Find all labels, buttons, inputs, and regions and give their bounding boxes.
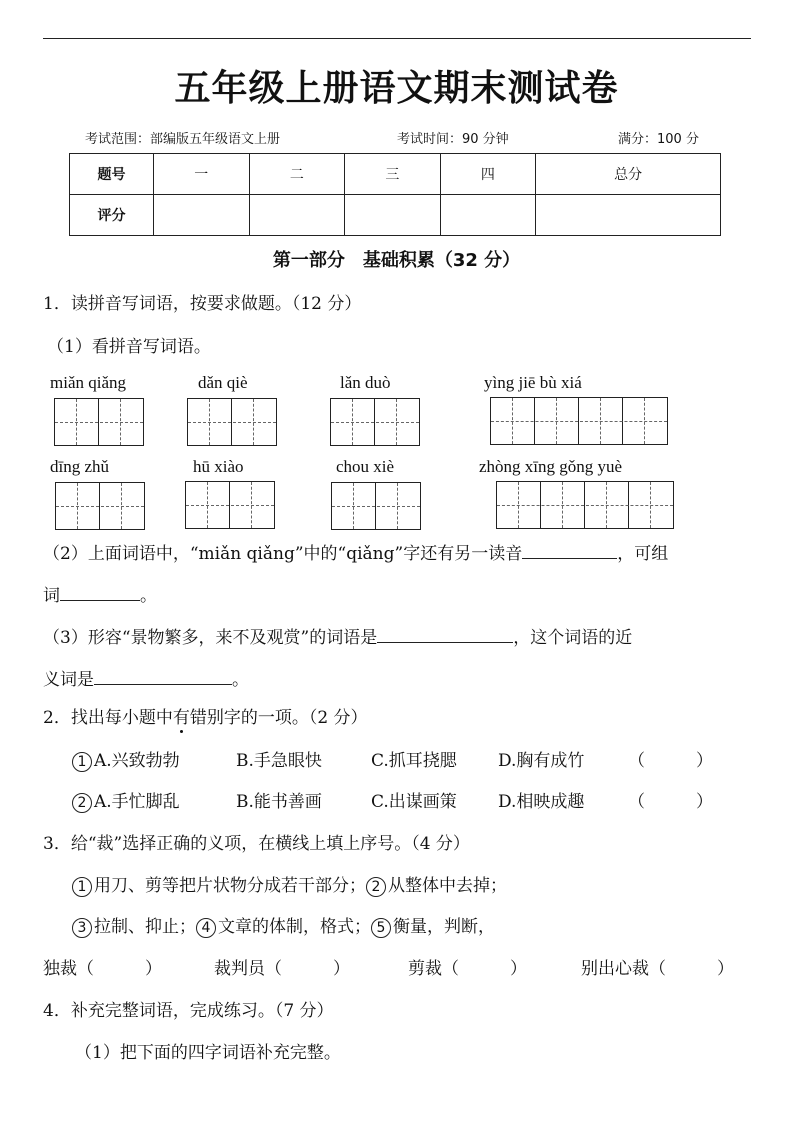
score-table [69, 153, 721, 236]
circled-number: 5 [371, 918, 391, 938]
section-heading: 第一部分 基础积累（32 分） [272, 250, 521, 271]
answer-blank[interactable] [60, 582, 140, 601]
circled-number: 1 [72, 752, 92, 772]
circled-number: 4 [196, 918, 216, 938]
question-2-title-text: 2．找出每小题中 [43, 708, 173, 728]
question-1-sub2-cont [43, 581, 157, 606]
meaning-text: 拉制、抑止； [94, 917, 196, 937]
score-cell-header: 二 [249, 154, 345, 195]
question-1-sub3-text: ，这个词语的近 [513, 628, 633, 648]
exam-range: 考试范围：部编版五年级语文上册 [85, 132, 281, 147]
option-c[interactable]: C.出谋画策 [371, 792, 457, 812]
meaning-text: 用刀、剪等把片状物分成若干部分； [94, 876, 366, 896]
score-cell-header: 一 [154, 154, 250, 195]
writing-grid-2[interactable] [54, 398, 144, 446]
exam-time: 考试时间：90 分钟 [397, 132, 509, 147]
circled-number: 1 [72, 877, 92, 897]
question-1-sub3-text: （3）形容“景物繁多，来不及观赏”的词语是 [43, 628, 378, 648]
score-cell-header: 总分 [536, 154, 721, 195]
score-cell-label: 题号 [70, 154, 154, 195]
answer-blank[interactable] [522, 540, 617, 559]
question-2-title-text: 错别字的一项。（2 分） [189, 708, 368, 728]
question-1-sub3-cont [43, 665, 249, 690]
question-3-title: 3．给“裁”选择正确的义项，在横线上填上序号。（4 分） [43, 834, 470, 854]
writing-grid-2[interactable] [330, 398, 420, 446]
word-blank[interactable]: 剪裁（ ） [408, 959, 527, 979]
question-1-sub3-text: 义词是 [43, 670, 94, 690]
question-1-sub3-text: 。 [232, 670, 249, 690]
circled-number: 3 [72, 918, 92, 938]
writing-grid-2[interactable] [55, 482, 145, 530]
word-blank[interactable]: 独裁（ ） [43, 959, 162, 979]
option-b[interactable]: B.手急眼快 [236, 751, 322, 771]
question-1-sub2-text: （2）上面词语中，“miǎn qiǎng”中的“qiǎng”字还有另一读音 [43, 544, 523, 564]
pinyin-label: miǎn qiǎng [50, 373, 127, 392]
writing-grid-4[interactable] [490, 397, 668, 445]
question-3-meanings-line-1 [72, 871, 507, 897]
page-title: 五年级上册语文期末测试卷 [174, 68, 619, 109]
pinyin-label: dǎn qiè [198, 373, 248, 392]
question-2-row-2 [72, 787, 180, 813]
question-1-sub3 [43, 623, 632, 648]
question-1-sub2-text: 。 [140, 586, 157, 606]
writing-grid-2[interactable] [331, 482, 421, 530]
option-d[interactable]: D.相映成趣 [498, 792, 585, 812]
question-1-title: 1．读拼音写词语，按要求做题。（12 分） [43, 294, 362, 314]
pinyin-label: zhòng xīng gǒng yuè [479, 457, 623, 476]
question-1-sub2 [43, 539, 668, 564]
question-3-meanings-line-2 [72, 912, 495, 938]
answer-blank[interactable] [377, 624, 513, 643]
score-cell-empty[interactable] [154, 195, 250, 236]
option-c[interactable]: C.抓耳挠腮 [371, 751, 457, 771]
question-1-sub1: （1）看拼音写词语。 [47, 337, 211, 357]
question-2-title [43, 703, 368, 728]
word-blank[interactable]: 裁判员（ ） [214, 959, 350, 979]
top-rule [43, 38, 751, 39]
question-2-row-1 [72, 746, 180, 772]
score-cell-empty[interactable] [345, 195, 441, 236]
question-4-sub1: （1）把下面的四字词语补充完整。 [75, 1043, 341, 1063]
meaning-text: 从整体中去掉； [388, 876, 507, 896]
pinyin-label: chou xiè [336, 457, 395, 476]
score-cell-header: 三 [345, 154, 441, 195]
writing-grid-4[interactable] [496, 481, 674, 529]
word-blank[interactable]: 别出心裁（ ） [581, 959, 734, 979]
meaning-text: 衡量，判断， [393, 917, 495, 937]
question-1-sub2-text: ，可组 [617, 544, 669, 564]
question-1-sub2-text: 词 [43, 586, 60, 606]
option-a[interactable]: A.手忙脚乱 [94, 792, 180, 812]
score-cell-empty[interactable] [249, 195, 345, 236]
circled-number: 2 [72, 793, 92, 813]
answer-paren[interactable]: （ ） [628, 751, 713, 771]
full-score: 满分：100 分 [618, 132, 699, 147]
pinyin-label: yìng jiē bù xiá [484, 373, 582, 392]
score-table-header-row [70, 154, 721, 195]
option-a[interactable]: A.兴致勃勃 [94, 751, 180, 771]
circled-number: 2 [366, 877, 386, 897]
writing-grid-2[interactable] [185, 481, 275, 529]
score-cell-label: 评分 [70, 195, 154, 236]
pinyin-label: lǎn duò [340, 373, 391, 392]
score-table-score-row [70, 195, 721, 236]
score-cell-empty[interactable] [536, 195, 721, 236]
writing-grid-2[interactable] [187, 398, 277, 446]
meaning-text: 文章的体制，格式； [218, 917, 371, 937]
answer-paren[interactable]: （ ） [628, 792, 713, 812]
answer-blank[interactable] [94, 666, 232, 685]
option-d[interactable]: D.胸有成竹 [498, 751, 585, 771]
question-4-title: 4．补充完整词语，完成练习。（7 分） [43, 1001, 334, 1021]
pinyin-label: hū xiào [193, 457, 244, 476]
pinyin-label: dīng zhǔ [50, 457, 110, 476]
emphasis-char: 有 [172, 708, 190, 728]
score-cell-empty[interactable] [440, 195, 536, 236]
score-cell-header: 四 [440, 154, 536, 195]
option-b[interactable]: B.能书善画 [236, 792, 322, 812]
